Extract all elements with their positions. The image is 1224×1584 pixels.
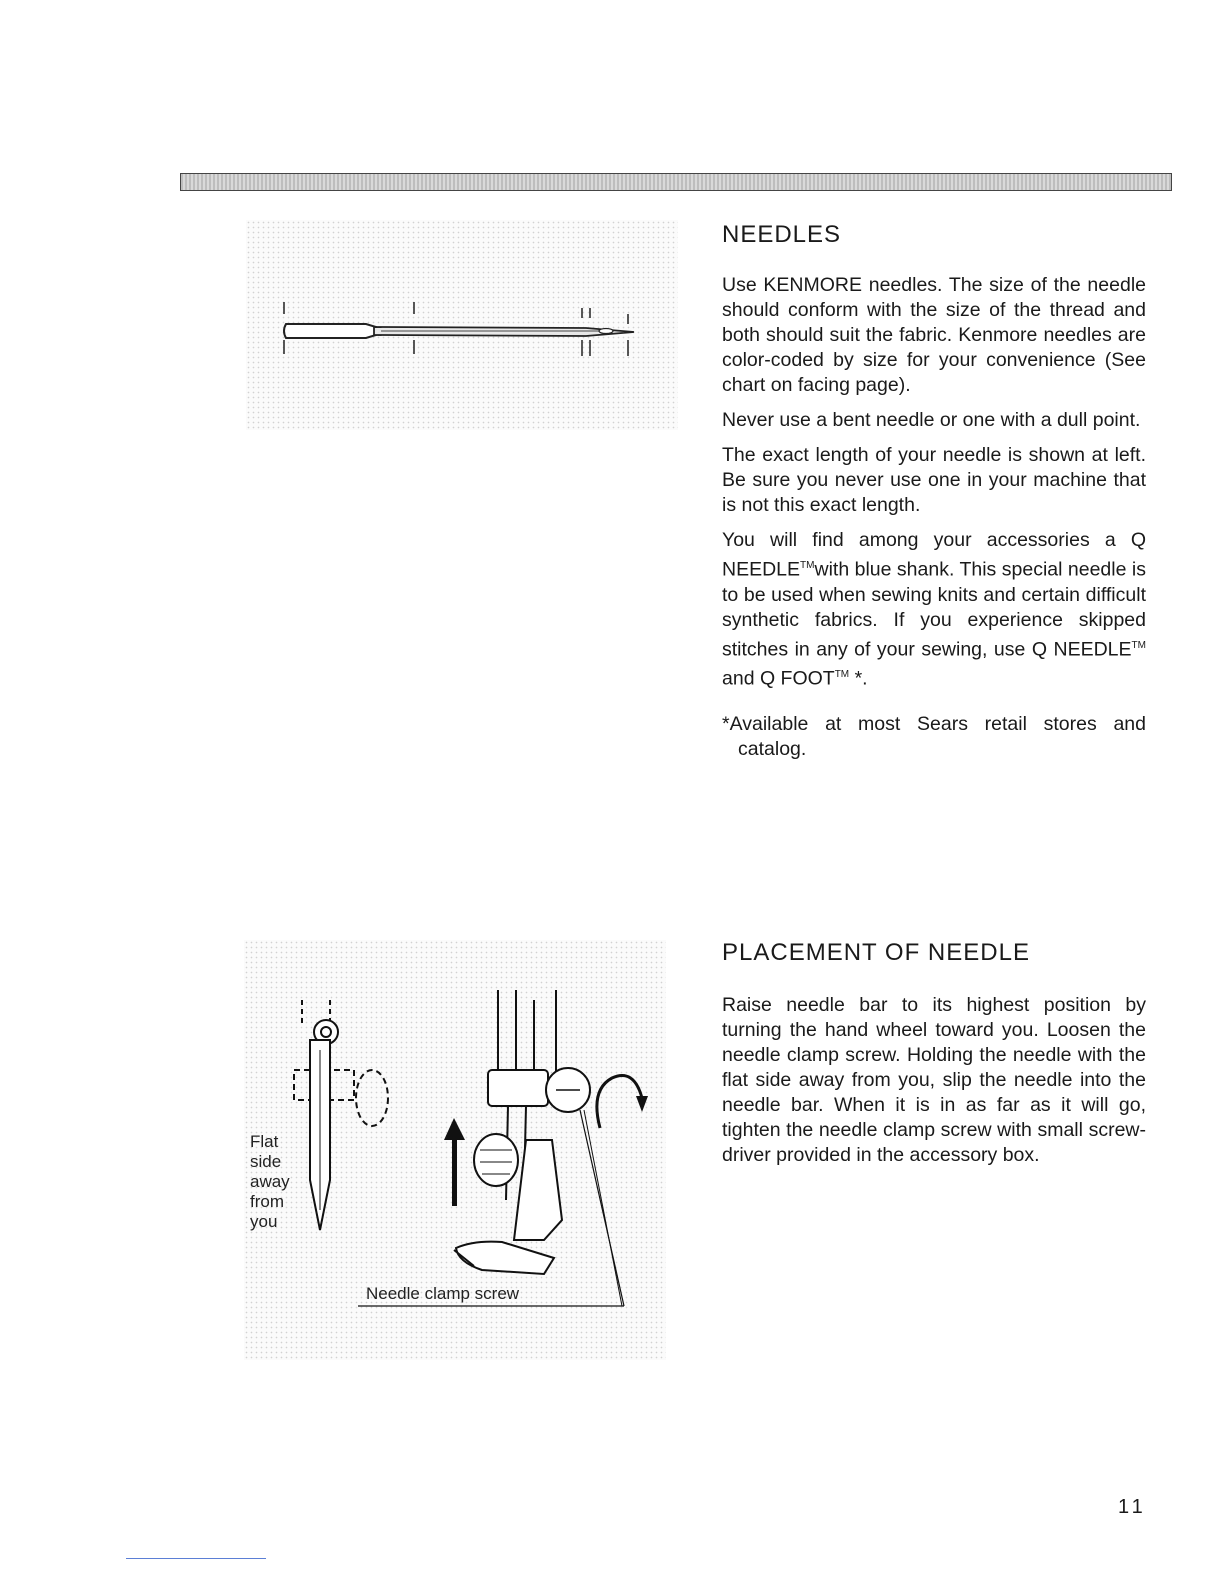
header-bar <box>180 173 1172 191</box>
page-number: 11 <box>1118 1496 1147 1518</box>
needles-paragraph-3: The exact length of your needle is shown at left. Be sure you never use one in your machine that is not this exact length. <box>722 444 1146 516</box>
needle-length-figure <box>246 220 678 430</box>
needles-paragraph-1: Use KENMORE needles. The size of the needle should conform with the size of the thread and both should suit the fabric. Kenmore needles are color-coded by size for your convenience (See chart on facing page). <box>722 274 1146 396</box>
needles-footnote: *Available at most Sears retail stores and catalog. <box>722 712 1146 760</box>
needle-illustration <box>246 220 678 430</box>
placement-section <box>722 940 1146 1178</box>
needles-section <box>722 222 1146 772</box>
needle-placement-figure <box>244 940 666 1360</box>
needles-heading: NEEDLES <box>722 221 842 248</box>
placement-heading: PLACEMENT OF NEEDLE <box>722 939 1030 966</box>
needles-paragraph-4: You will find among your accessories a Q NEEDLE™with blue shank. This special needle is to be used when sewing knits and certain difficult synthetic fabrics. If you experience skipped stitches in any of your sewing, use Q NEEDLE™ and Q FOOT™ *. <box>722 529 1146 690</box>
needle-clamp-screw-label: Needle clamp screw <box>366 1284 520 1303</box>
flat-side-label: Flat side away from you <box>250 1132 290 1231</box>
needles-paragraph-2: Never use a bent needle or one with a dull point. <box>722 409 1141 431</box>
placement-paragraph: Raise needle bar to its highest position by turning the hand wheel toward you. Loosen the needle clamp screw. Holding the needle with the flat side away from you, slip the needle into the needle bar. When it is in as far as it will go, tighten the needle clamp screw with small screw-driver provided in the accessory box. <box>722 994 1146 1166</box>
footer-rule <box>126 1558 266 1559</box>
